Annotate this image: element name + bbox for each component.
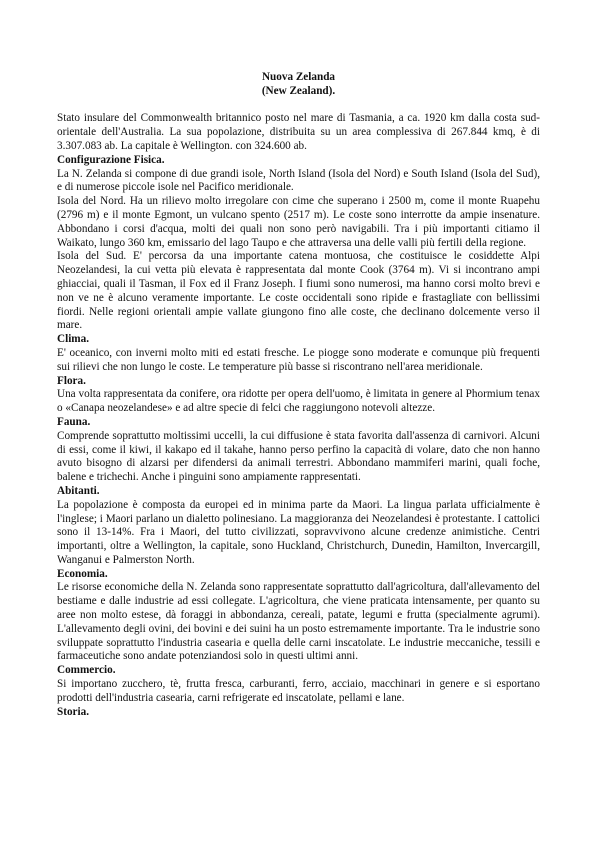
section-paragraph: Isola del Sud. E' percorsa da una importante catena montuosa, che costituisce le cosiddette Alpi Neozelandesi, la cui vetta più elevata è rappresentata dal monte Cook (3764 m). Vi si incontrano ampi ghiacciai, quali il Tasman, il Fox ed il Franz Joseph. I fiumi sono numerosi, ma hanno corsi molto brevi e non ve ne è alcuno veramente importante. Le coste occidentali sono ripide e frastagliate con bellissimi fiordi. Nelle regioni orientali ampie vallate giungono fino alle coste, che declinano dolcemente verso il mare. [57,250,540,332]
section [57,485,540,568]
section [57,333,540,374]
section [57,154,540,333]
intro-paragraph: Stato insulare del Commonwealth britannico posto nel mare di Tasmania, a ca. 1920 km dalla costa sud-orientale dell'Australia. La sua popolazione, distribuita su un area complessiva di 267.844 kmq, è di 3.307.083 ab. La capitale è Wellington. con 324.600 ab. [57,112,540,152]
section-paragraph: La popolazione è composta da europei ed in minima parte da Maori. La lingua parlata ufficialmente è l'inglese; i Maori parlano un dialetto polinesiano. La maggioranza dei Neozelandesi è protestante. I cattolici sono il 13-14%. Fra i Maori, del tutto civilizzati, sopravvivono alcune credenze animistiche. Centri importanti, oltre a Wellington, la capitale, sono Huckland, Christchurch, Dunedin, Hamilton, Invercargill, Wanganui e Palmerston North. [57,498,540,566]
page-title: Nuova Zelanda [261,71,336,83]
section-paragraph: Le risorse economiche della N. Zelanda sono rappresentate soprattutto dall'agricoltura, dall'allevamento del bestiame e dalle industrie ad essi collegate. L'agricoltura, che viene praticata intensamente, per quanto su aree non molto estese, dà foraggi in abbondanza, cereali, patate, legumi e frutta (specialmente agrumi). L'allevamento degli ovini, dei bovini e dei suini ha un posto estremamente importante. Tra le industrie sono sviluppate soprattutto l'industria casearia e quella delle carni inscatolate. Le industrie meccaniche, tessili e farmaceutiche sono andate potenziandosi solo in questi ultimi anni. [57,581,540,663]
section [57,375,540,416]
title-block [57,71,540,99]
section-paragraph: Una volta rappresentata da conifere, ora ridotte per opera dell'uomo, è limitata in genere al Phormium tenax o «Canapa neozelandese» e ad altre specie di felci che raggiungono notevoli altezze. [57,388,540,415]
section-paragraph: Comprende soprattutto moltissimi uccelli, la cui diffusione è stata favorita dall'assenza di carnivori. Alcuni di essi, come il kiwi, il kakapo ed il takahe, hanno perso perfino la capacità di volare, dato che non hanno avuto bisogno di alzarsi per difendersi da animali terrestri. Abbondano mammiferi marini, quali foche, balene e trichechi. Anche i pinguini sono ampiamente rappresentati. [57,429,540,484]
section-paragraph: La N. Zelanda si compone di due grandi isole, North Island (Isola del Nord) e South Island (Isola del Sud), e di numerose piccole isole nel Pacifico meridionale. [57,167,540,194]
section-paragraph: Si importano zucchero, tè, frutta fresca, carburanti, ferro, acciaio, macchinari in genere e si esportano prodotti dell'industria casearia, carni refrigerate ed inscatolate, pellami e lane. [57,678,540,704]
section-paragraph: Isola del Nord. Ha un rilievo molto irregolare con cime che superano i 2500 m, come il monte Ruapehu (2796 m) e il monte Egmont, un vulcano spento (2517 m). Le coste sono interrotte da ampie insenature. Abbondano i corsi d'acqua, molti dei quali non sono però navigabili. Tra i più importanti citiamo il Waikato, lungo 360 km, emissario del lago Taupo e che attraversa una delle valli più fertili della regione. [57,195,540,249]
section-heading: Storia. [57,705,90,718]
section-heading: Clima. [57,333,90,346]
section-heading: Commercio. [57,664,116,677]
section-heading: Abitanti. [57,484,100,497]
section [57,706,540,720]
section [57,568,540,665]
section [57,664,540,705]
page-subtitle: (New Zealand). [261,84,336,97]
section-heading: Configurazione Fisica. [57,153,165,166]
section-heading: Flora. [57,374,86,387]
document-page [57,71,540,719]
section-paragraph: E' oceanico, con inverni molto miti ed estati fresche. Le piogge sono moderate e comunque più frequenti sui rilievi che non lungo le coste. Le temperature più basse si riscontrano nell'area meridionale. [57,346,540,373]
section-heading: Economia. [57,567,108,580]
section-heading: Fauna. [57,415,91,428]
sections-container [57,154,540,720]
section [57,416,540,485]
